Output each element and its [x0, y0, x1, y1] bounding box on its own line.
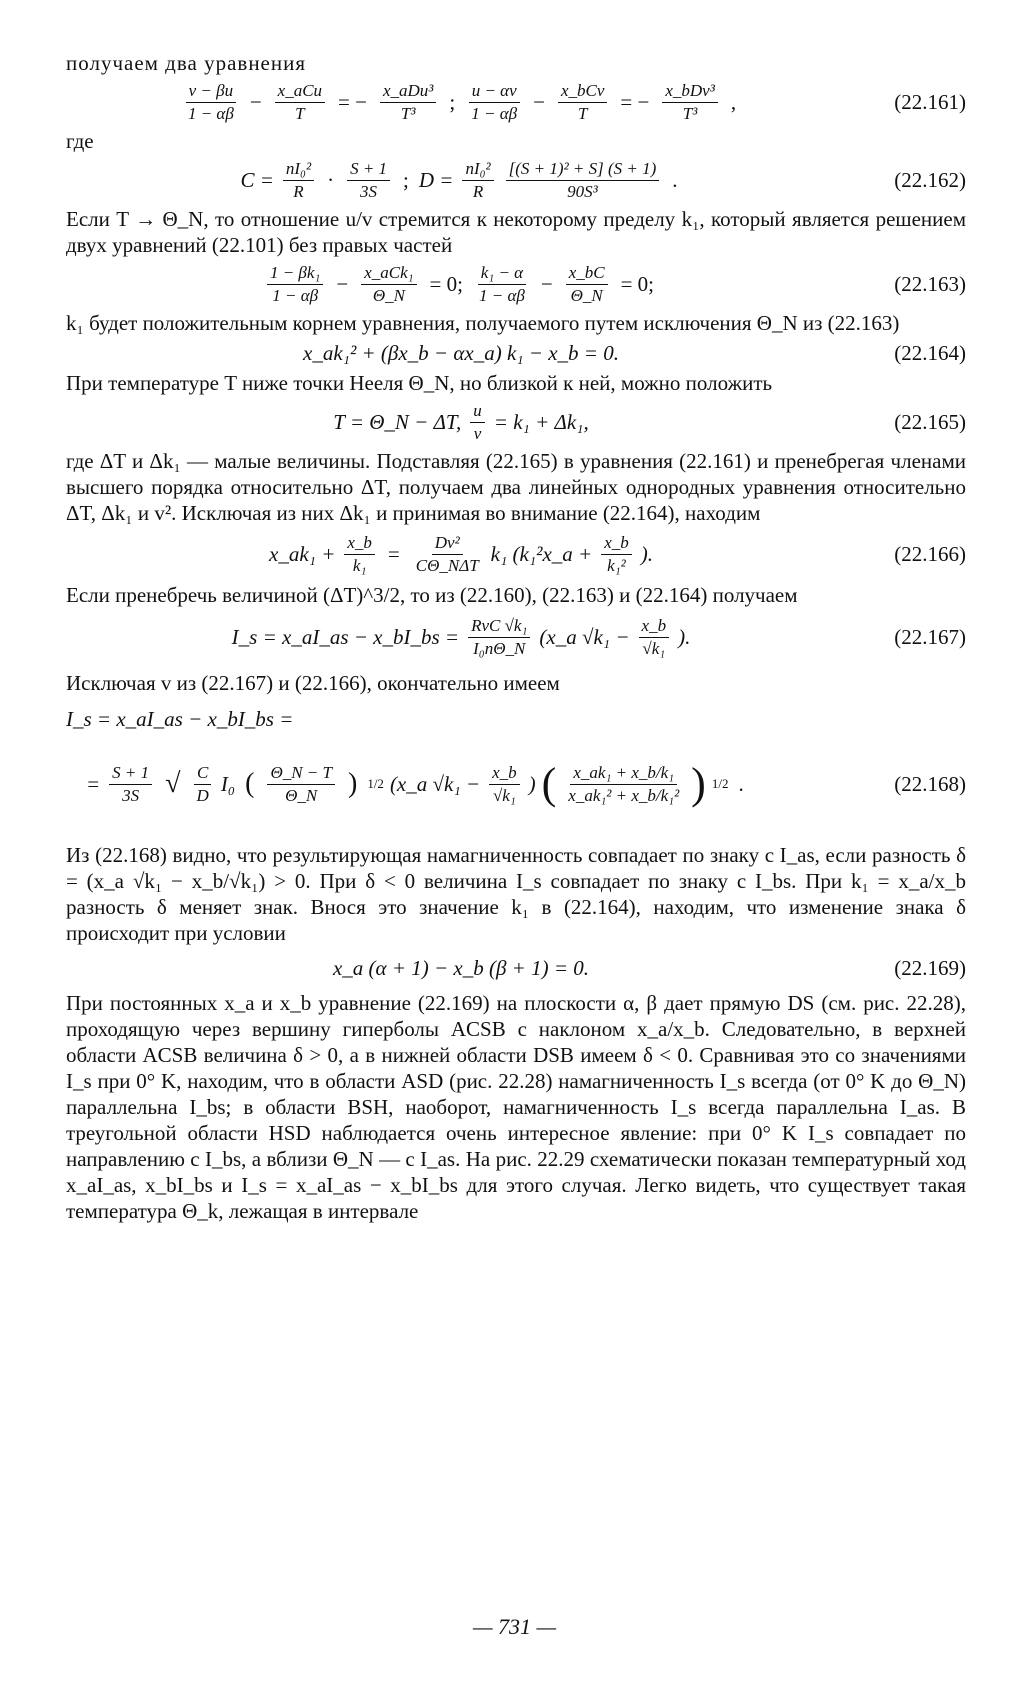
eq168-sqrt-den: D: [196, 785, 209, 805]
eq167-g-den: √k₁: [642, 638, 666, 658]
eq168-eq-sign: =: [86, 771, 101, 796]
paragraph-1: Если T → Θ_N, то отношение u/v стремится к некоторому пределу k₁, который является решением двух уравнений (22.101) без правых частей: [66, 207, 966, 257]
eq165-left: T = Θ_N − ΔT,: [333, 409, 462, 434]
equation-22-168: = $\frac{S + 1}{3S}$ √ $\frac{C}{D}$ I₀ ( $\frac{\Theta\_N - T}{\Theta\_N}$ ) 1/2 (x_a √k₁ − $\frac{x\_b}{\text{√k₁}}$ ) ( $\frac{\text{x\_ak₁ + x\_b/k₁}}{\text{x\_ak₁² + x\_b/k₁²}}$ ) 1/2 . (22.168): [86, 759, 966, 808]
eq167-end: ).: [678, 624, 691, 649]
eq163-c-den: 1 − αβ: [478, 285, 525, 305]
equation-number: (22.165): [894, 409, 966, 434]
eq166-left: x_ak₁ +: [269, 541, 336, 566]
eq162-d-label: D =: [418, 167, 454, 192]
paragraph-8: При постоянных x_a и x_b уравнение (22.169) на плоскости α, β дает прямую DS (см. рис. 22.28), проходящую через вершину гиперболы ACSB с наклоном x_a/x_b. Следовательно, в верхней области ACSB величина δ > 0, а в нижней области DSB имеем δ < 0. Сравнивая это со значениями I_s при 0° K, находим, что в области ASD (рис. 22.28) намагниченность I_s всегда (от 0° K до Θ_N) параллельна I_bs; в области BSH, наоборот, намагниченность I_s всегда параллельна I_as. В треугольной области HSD наблюдается очень интересное явление: при 0° K I_s совпадает по направлению с I_bs, а вблизи Θ_N — с I_as. На рис. 22.29 схематически показан температурный ход x_aI_as, x_bI_bs и I_s = x_aI_as − x_bI_bs для этого случая. Легко видеть, что существует такая температура Θ_k, лежащая в интервале: [66, 991, 966, 1223]
where-text: где: [66, 129, 94, 153]
eq161-frac3-den: T³: [400, 103, 416, 123]
equation-22-166: x_ak₁ + $\frac{x\_b}{\text{k₁}}$ = $\frac{\text{Dv²}}{\text{CΘ\_NΔT}}$ k₁ (k₁²x_a + $\frac{x\_b}{\text{k₁²}}$ ). (22.166): [269, 532, 966, 575]
eq162-d-den1: R: [472, 181, 484, 201]
eq168-mid: (x_a √k₁ −: [389, 771, 481, 796]
eq161-frac2-num: x_aCu: [275, 81, 325, 103]
eq166-f2-num: Dv²: [432, 533, 463, 555]
eq161-frac4-num: u − αv: [469, 81, 520, 103]
paragraph-6: Исключая v из (22.167) и (22.166), окончательно имеем: [66, 671, 560, 695]
eq166-end: ).: [640, 541, 653, 566]
eq168-first-line: I_s = x_aI_as − x_bI_bs =: [66, 707, 294, 731]
eq162-d-num1: nI₀²: [462, 159, 493, 181]
eq162-c-label: C =: [240, 167, 274, 192]
eq166-f3-den: k₁²: [607, 555, 626, 575]
eq162-c-num1: nI₀²: [283, 159, 314, 181]
eq166-f3-num: x_b: [601, 533, 632, 555]
eq167-f-num: RvC √k₁: [468, 616, 530, 638]
equation-number: (22.167): [894, 624, 966, 649]
eq162-c-den2: 3S: [360, 181, 378, 201]
eq161-frac5-den: T: [577, 103, 588, 123]
equation-22-165: [66, 396, 966, 448]
equation-number: (22.161): [894, 89, 966, 114]
equation-number: (22.166): [894, 541, 966, 566]
eq168-h-num: x_ak₁ + x_b/k₁: [570, 763, 677, 785]
equation-number: (22.164): [894, 340, 966, 365]
eq168-pow-den: Θ_N: [285, 785, 318, 805]
eq165-frac-num: u: [470, 401, 485, 423]
eq161-frac3-num: x_aDu³: [380, 81, 436, 103]
eq168-f-num: S + 1: [109, 763, 152, 785]
eq168-i0: I₀: [220, 771, 236, 796]
page-body: [66, 50, 966, 1224]
page-number: — 731 —: [472, 1614, 557, 1639]
paragraph-2: k₁ будет положительным корнем уравнения, получаемого путем исключения Θ_N из (22.163): [66, 311, 900, 335]
eq168-pow-exp: 1/2: [367, 776, 384, 791]
eq165-right: = k₁ + Δk₁,: [493, 409, 589, 434]
eq163-a-den: 1 − αβ: [272, 285, 319, 305]
eq162-d-num2: [(S + 1)² + S] (S + 1): [506, 159, 660, 181]
equation-22-169: [66, 946, 966, 990]
eq163-b-den: Θ_N: [372, 285, 405, 305]
eq161-frac1-den: 1 − αβ: [187, 103, 234, 123]
equation-number: (22.168): [894, 771, 966, 796]
eq161-frac5-num: x_bCv: [558, 81, 607, 103]
eq167-f-den: I₀nΘ_N: [473, 638, 526, 658]
eq167-left: I_s = x_aI_as − x_bI_bs =: [231, 624, 460, 649]
paragraph-4: где ΔT и Δk₁ — малые величины. Подставляя (22.165) в уравнения (22.161) и пренебрегая членами высшего порядка относительно ΔT, получаем два линейных однородных уравнения относительно ΔT, Δk₁ и v². Исключая из них Δk₁ и принимая во внимание (22.164), находим: [66, 449, 966, 525]
intro-text: получаем два уравнения: [66, 51, 307, 75]
paragraph-7: Из (22.168) видно, что результирующая намагниченность совпадает по знаку с I_as, если разность δ = (x_a √k₁ − x_b/√k₁) > 0. При δ < 0 величина I_s совпадает по знаку с I_bs. При k₁ = x_a/x_b разность δ меняет знак. Внося это значение k₁ в (22.164), находим, что изменение знака δ происходит при условии: [66, 843, 966, 945]
eq162-d-den2: 90S³: [567, 181, 598, 201]
eq163-b-num: x_aCk₁: [361, 263, 416, 285]
eq161-frac1-num: v − βu: [186, 81, 236, 103]
eq161-frac4-den: 1 − αβ: [471, 103, 518, 123]
eq166-f1-num: x_b: [344, 533, 375, 555]
eq167-g-num: x_b: [639, 616, 670, 638]
eq161-frac6-num: x_bDv³: [662, 81, 717, 103]
eq168-h-exp: 1/2: [711, 776, 729, 791]
eq163-a-num: 1 − βk₁: [267, 263, 323, 285]
eq166-f2-den: CΘ_NΔT: [415, 555, 479, 575]
eq163-c-num: k₁ − α: [478, 263, 526, 285]
eq169-expression: x_a (α + 1) − x_b (β + 1) = 0.: [332, 955, 590, 980]
equation-number: (22.162): [894, 167, 966, 192]
equation-22-162: C = $\frac{\text{nI₀²}}{R}$ · $\frac{S + 1}{3S}$ ; D = $\frac{\text{nI₀²}}{R}$ $\frac{\text{[(S + 1)² + S] (S + 1)}}{\text{90S³}}$ . (22.162): [240, 158, 966, 201]
eq168-g-den: √k₁: [492, 785, 516, 805]
eq166-f1-den: k₁: [352, 555, 367, 575]
equation-22-167: [66, 608, 966, 666]
eq163-d-den: Θ_N: [570, 285, 603, 305]
equation-number: (22.163): [894, 271, 966, 296]
equation-22-164: [66, 336, 966, 370]
eq168-g-num: x_b: [489, 763, 520, 785]
paragraph-3: При температуре T ниже точки Нееля Θ_N, но близкой к ней, можно положить: [66, 371, 773, 395]
equation-22-161: $\frac{v - \beta u}{1 - \alpha\beta}$ − $\frac{\text{x\_aCu}}{T}$ = − $\frac{\text{x\_aDu³}}{\text{T³}}$ ; $\frac{u - \alpha v}{1 - \alpha\beta}$ − $\frac{\text{x\_bCv}}{T}$ = − $\frac{\text{x\_bDv³}}{\text{T³}}$ , (22.161): [66, 76, 966, 128]
eq167-mid: (x_a √k₁ −: [539, 624, 630, 649]
eq168-f-den: 3S: [122, 785, 140, 805]
eq161-frac6-den: T³: [682, 103, 698, 123]
eq161-frac2-den: T: [295, 103, 305, 123]
eq162-c-num2: S + 1: [347, 159, 390, 181]
eq168-sqrt-num: C: [194, 763, 211, 785]
paragraph-5: Если пренебречь величиной (ΔT)^3/2, то из (22.160), (22.163) и (22.164) получаем: [66, 583, 798, 607]
eq164-expression: x_ak₁² + (βx_b − αx_a) k₁ − x_b = 0.: [303, 340, 619, 365]
eq168-pow-num: Θ_N − T: [267, 763, 335, 785]
equation-22-163: $\frac{\text{1 − βk₁}}{1 - \alpha\beta}$ − $\frac{\text{x\_aCk₁}}{\Theta\_N}$ = 0; $\frac{\text{k₁ − α}}{1 - \alpha\beta}$ − $\frac{x\_bC}{\Theta\_N}$ = 0; (22.163): [66, 258, 966, 310]
eq168-close: ): [528, 771, 536, 796]
eq162-c-den1: R: [293, 181, 304, 201]
equation-number: (22.169): [894, 955, 966, 980]
eq168-h-den: x_ak₁² + x_b/k₁²: [568, 785, 680, 805]
eq163-d-num: x_bC: [566, 263, 608, 285]
eq165-frac-den: v: [473, 423, 482, 443]
eq166-mid: k₁ (k₁²x_a +: [490, 541, 593, 566]
